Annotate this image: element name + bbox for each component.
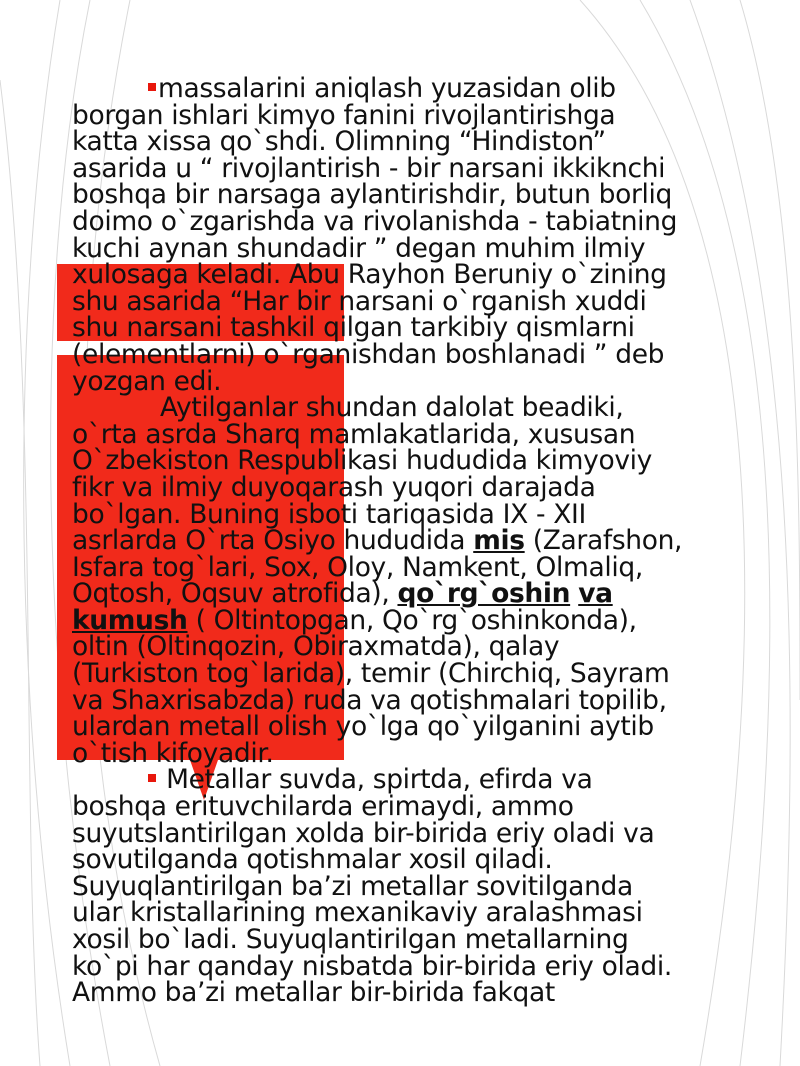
text-line: Isfara tog`lari, Sox, Oloy, Namkent, Olmaliq, [72,551,643,583]
text-line [72,578,772,610]
text-line: (elementlarni) o`rganishdan boshlanadi ” deb [72,338,665,370]
text-line: O`zbekiston Respublikasi hududida kimyoviy [72,445,653,477]
text-line: shu asarida “Har bir narsani o`rganish xuddi [72,285,647,317]
text-line: ular kristallarining mexanikaviy aralashmasi [72,897,643,929]
text-line: o`tish kifoyadir. [72,737,274,769]
text-line: asarida u “ rivojlantirish - bir narsani ikkiknchi [72,152,666,184]
text-line: boshqa bir narsaga aylantirishdir, butun borliq [72,179,672,211]
text-line: fikr va ilmiy duyoqarash yuqori darajada [72,471,596,503]
text-line: bo`lgan. Buning isboti tariqasida IX - XII [72,498,586,530]
text-line: xosil bo`ladi. Suyuqlantirilgan metallarning [72,924,629,955]
text-line [72,764,772,796]
text-line: oltin (Oltinqozin, Obiraxmatda), qalay [72,631,560,663]
text-line [72,604,772,636]
text-line: (Turkiston tog`larida), temir (Chirchiq, Sayram [72,658,670,690]
text-line: xulosaga keladi. Abu Rayhon Beruniy o`zining [72,259,667,291]
text-line: ulardan metall olish yo`lga qo`yilganini aytib [72,711,654,743]
text-line: kuchi aynan shundadir ” degan muhim ilmiy [72,232,646,264]
bold-term-va: va [578,578,613,610]
text-line: yozgan edi. [72,365,222,397]
text-run: (Zarafshon, [524,525,683,557]
bold-term-mis: mis [473,525,525,557]
bold-term-qorgoshin: qo`rg`oshin [397,578,571,610]
text-line: borgan ishlari kimyo fanini rivojlantirishga [72,99,616,131]
document-text [72,73,772,1009]
text-run: ( Oltintopgan, Qo`rg`oshinkonda), [187,604,637,636]
text-line: Ammo ba’zi metallar bir-birida fakqat [72,977,555,1009]
text-line: va Shaxrisabzda) ruda va qotishmalari topilib, [72,684,667,716]
bullet-icon [148,83,156,91]
text-line: shu narsani tashkil qilgan tarkibiy qismlarni [72,312,635,344]
text-line: o`rta asrda Sharq mamlakatlarida, xususan [72,418,636,450]
text-run: Oqtosh, Oqsuv atrofida), [72,578,398,610]
text-line: ko`pi har qanday nisbatda bir-birida eriy oladi. [72,950,672,982]
bullet-icon [148,774,156,782]
text-line: doimo o`zgarishda va rivolanishda - tabiatning [72,205,678,237]
text-line: katta xissa qo`shdi. Olimning “Hindiston” [72,126,606,158]
text-line: Aytilganlar shundan dalolat beadiki, [160,392,624,424]
text-line: boshqa erituvchilarda erimaydi, ammo [72,791,574,823]
text-line [72,525,772,557]
text-line: sovutilganda qotishmalar xosil qiladi. [72,844,553,876]
text-run: asrlarda O`rta Osiyo hududida [72,525,474,557]
text-line [72,73,772,104]
text-line: suyutslantirilgan xolda bir-birida eriy oladi va [72,817,655,849]
text-run: Metallar suvda, spirtda, efirda va [166,764,593,796]
text-line: Suyuqlantirilgan ba’zi metallar sovitilganda [72,870,633,902]
text-run: massalarini aniqlash yuzasidan olib [158,73,616,104]
bold-term-kumush: kumush [72,604,188,636]
